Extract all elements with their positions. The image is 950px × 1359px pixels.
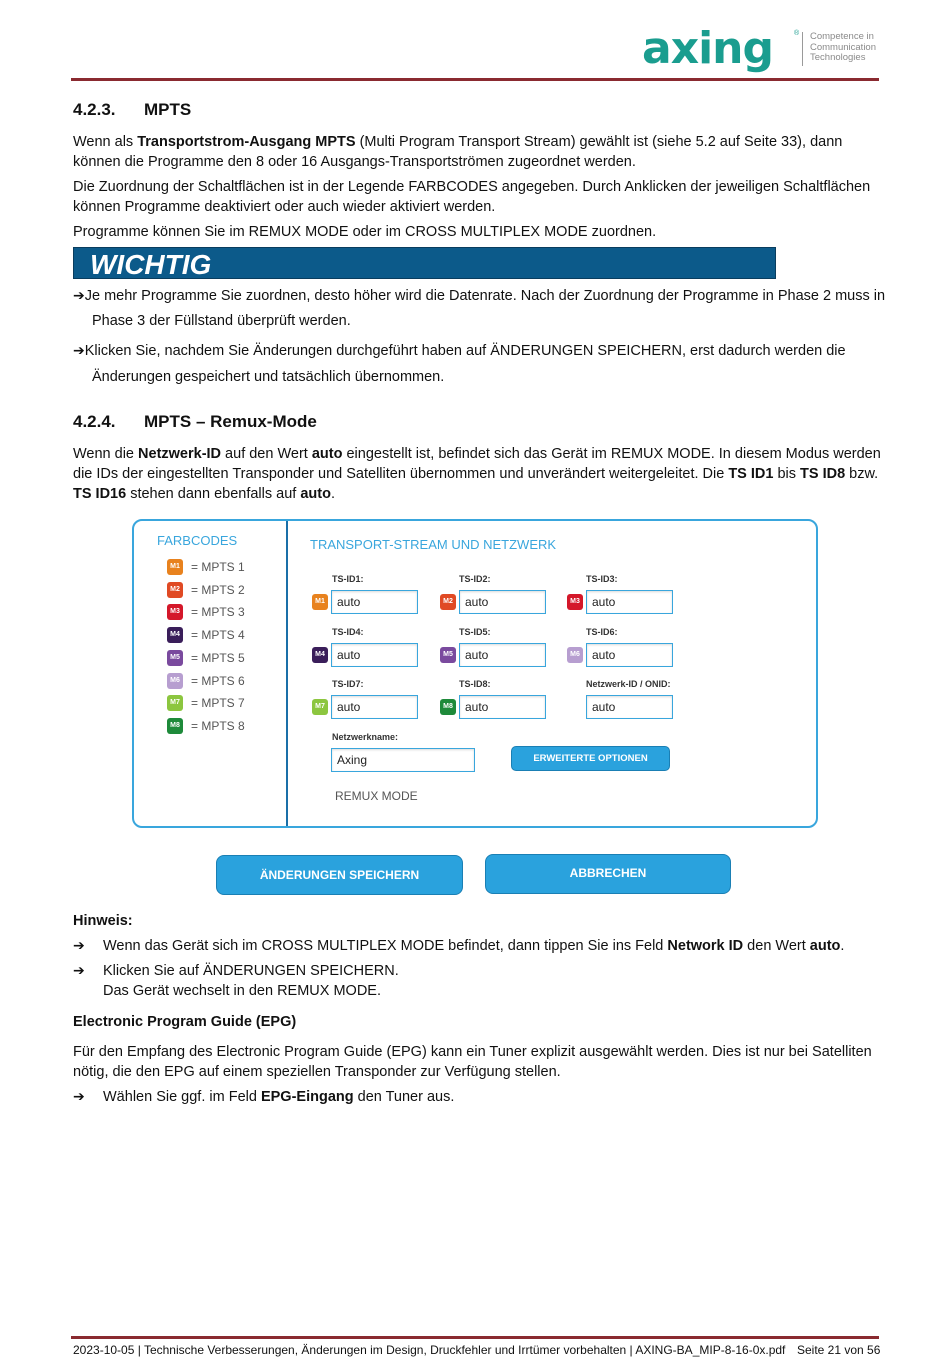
note-item: ➔ Klicken Sie auf ÄNDERUNGEN SPEICHERN.: [73, 963, 399, 979]
paragraph: nötig, die den EPG auf einem speziellen Transponder zur Verfügung stellen.: [73, 1064, 561, 1080]
ts-id8-label: TS-ID8:: [459, 679, 491, 689]
legend-label: = MPTS 2: [191, 583, 245, 597]
arrow-right-icon: ➔: [73, 288, 85, 304]
axing-logo: [642, 23, 882, 74]
important-item: ➔Klicken Sie, nachdem Sie Änderungen durchgeführt haben auf ÄNDERUNGEN SPEICHERN, erst dadurch werden die: [73, 343, 846, 359]
paragraph: die IDs der eingestellten Transponder und Satelliten übernommen und unverändert weitergeleitet. Die TS ID1 bis TS ID8 bzw.: [73, 466, 879, 482]
legend-chip: M1: [167, 559, 183, 575]
panel-divider: [286, 521, 288, 826]
ts-id3-label: TS-ID3:: [586, 574, 618, 584]
ts-id7-label: TS-ID7:: [332, 679, 364, 689]
ts-id7-chip: M7: [312, 699, 328, 715]
ts-id6-chip: M6: [567, 647, 583, 663]
legend-chip: M6: [167, 673, 183, 689]
legend-label: = MPTS 3: [191, 605, 245, 619]
network-name-input[interactable]: Axing: [331, 748, 475, 772]
footer-rule: [71, 1336, 879, 1339]
ts-id1-label: TS-ID1:: [332, 574, 364, 584]
paragraph: TS ID16 stehen dann ebenfalls auf auto.: [73, 486, 335, 502]
paragraph: können Programme deaktiviert oder auch wieder aktiviert werden.: [73, 199, 496, 215]
advanced-options-button[interactable]: ERWEITERTE OPTIONEN: [511, 746, 670, 771]
note-title: Hinweis:: [73, 913, 133, 929]
legend-chip: M3: [167, 604, 183, 620]
legend-chip: M7: [167, 695, 183, 711]
paragraph: Wenn als Transportstrom-Ausgang MPTS (Multi Program Transport Stream) gewählt ist (siehe 5.2 auf Seite 33), dann: [73, 134, 843, 150]
arrow-right-icon: ➔: [73, 1089, 85, 1105]
logo-registered-mark: ®: [794, 30, 800, 37]
logo-wordmark: axing: [642, 23, 773, 74]
paragraph: Wenn die Netzwerk-ID auf den Wert auto eingestellt ist, befindet sich das Gerät im REMUX MODE. In diesem Modus werden: [73, 446, 881, 462]
arrow-right-icon: ➔: [73, 343, 85, 359]
ts-id2-chip: M2: [440, 594, 456, 610]
cancel-button[interactable]: ABBRECHEN: [485, 854, 731, 894]
legend-label: = MPTS 8: [191, 719, 245, 733]
page-number: Seite 21 von 56: [797, 1343, 881, 1357]
network-name-label: Netzwerkname:: [332, 732, 399, 742]
ts-id3-chip: M3: [567, 594, 583, 610]
epg-item: ➔ Wählen Sie ggf. im Feld EPG-Eingang den Tuner aus.: [73, 1089, 455, 1105]
footer-text: 2023-10-05 | Technische Verbesserungen, Änderungen im Design, Druckfehler und Irrtümer vorbehalten | AXING-BA_MIP-8-16-0x.pdf: [73, 1343, 786, 1357]
section-heading-remux: 4.2.4. MPTS – Remux-Mode: [73, 412, 317, 431]
mode-label: REMUX MODE: [335, 789, 418, 803]
important-item-cont: Phase 3 der Füllstand überprüft werden.: [92, 313, 351, 329]
save-changes-button[interactable]: ÄNDERUNGEN SPEICHERN: [216, 855, 463, 895]
section-heading-mpts: 4.2.3. MPTS: [73, 100, 192, 119]
ts-id6-label: TS-ID6:: [586, 627, 618, 637]
legend-label: = MPTS 6: [191, 674, 245, 688]
arrow-right-icon: ➔: [73, 963, 85, 979]
transport-stream-panel: [132, 519, 818, 828]
network-id-input[interactable]: auto: [586, 695, 673, 719]
epg-title: Electronic Program Guide (EPG): [73, 1014, 297, 1030]
ts-id5-label: TS-ID5:: [459, 627, 491, 637]
ts-id2-input[interactable]: auto: [459, 590, 546, 614]
ts-id8-input[interactable]: auto: [459, 695, 546, 719]
important-banner: WICHTIG: [73, 247, 776, 279]
paragraph: können die Programme den 8 oder 16 Ausgangs-Transportströmen zugeordnet werden.: [73, 154, 636, 170]
important-item-cont: Änderungen gespeichert und tatsächlich übernommen.: [92, 369, 445, 385]
ts-id5-chip: M5: [440, 647, 456, 663]
legend-label: = MPTS 4: [191, 628, 245, 642]
header-rule: [71, 78, 879, 81]
logo-tagline: Competence in Communication Technologies: [810, 31, 876, 63]
network-id-label: Netzwerk-ID / ONID:: [586, 679, 671, 689]
arrow-right-icon: ➔: [73, 938, 85, 954]
ts-id2-label: TS-ID2:: [459, 574, 491, 584]
logo-divider: [802, 32, 803, 66]
paragraph: Die Zuordnung der Schaltflächen ist in der Legende FARBCODES angegeben. Durch Anklicken der jeweiligen Schaltflächen: [73, 179, 871, 195]
ts-id4-label: TS-ID4:: [332, 627, 364, 637]
legend-title: FARBCODES: [157, 533, 238, 548]
paragraph: Programme können Sie im REMUX MODE oder im CROSS MULTIPLEX MODE zuordnen.: [73, 224, 657, 240]
ts-id4-input[interactable]: auto: [331, 643, 418, 667]
important-item: ➔Je mehr Programme Sie zuordnen, desto höher wird die Datenrate. Nach der Zuordnung der Programme in Phase 2 muss in: [73, 288, 886, 304]
legend-label: = MPTS 7: [191, 696, 245, 710]
ts-id8-chip: M8: [440, 699, 456, 715]
note-item: ➔ Wenn das Gerät sich im CROSS MULTIPLEX MODE befindet, dann tippen Sie ins Feld Network ID den Wert auto.: [73, 938, 845, 954]
legend-label: = MPTS 1: [191, 560, 245, 574]
legend-chip: M2: [167, 582, 183, 598]
ts-id5-input[interactable]: auto: [459, 643, 546, 667]
legend-chip: M5: [167, 650, 183, 666]
section-title: TRANSPORT-STREAM UND NETZWERK: [310, 537, 557, 552]
ts-id6-input[interactable]: auto: [586, 643, 673, 667]
paragraph: Für den Empfang des Electronic Program Guide (EPG) kann ein Tuner explizit ausgewählt werden. Dies ist nur bei Satelliten: [73, 1044, 872, 1060]
legend-label: = MPTS 5: [191, 651, 245, 665]
ts-id3-input[interactable]: auto: [586, 590, 673, 614]
legend-chip: M4: [167, 627, 183, 643]
ts-id1-input[interactable]: auto: [331, 590, 418, 614]
legend-chip: M8: [167, 718, 183, 734]
ts-id1-chip: M1: [312, 594, 328, 610]
ts-id4-chip: M4: [312, 647, 328, 663]
ts-id7-input[interactable]: auto: [331, 695, 418, 719]
note-item-cont: Das Gerät wechselt in den REMUX MODE.: [103, 983, 382, 999]
